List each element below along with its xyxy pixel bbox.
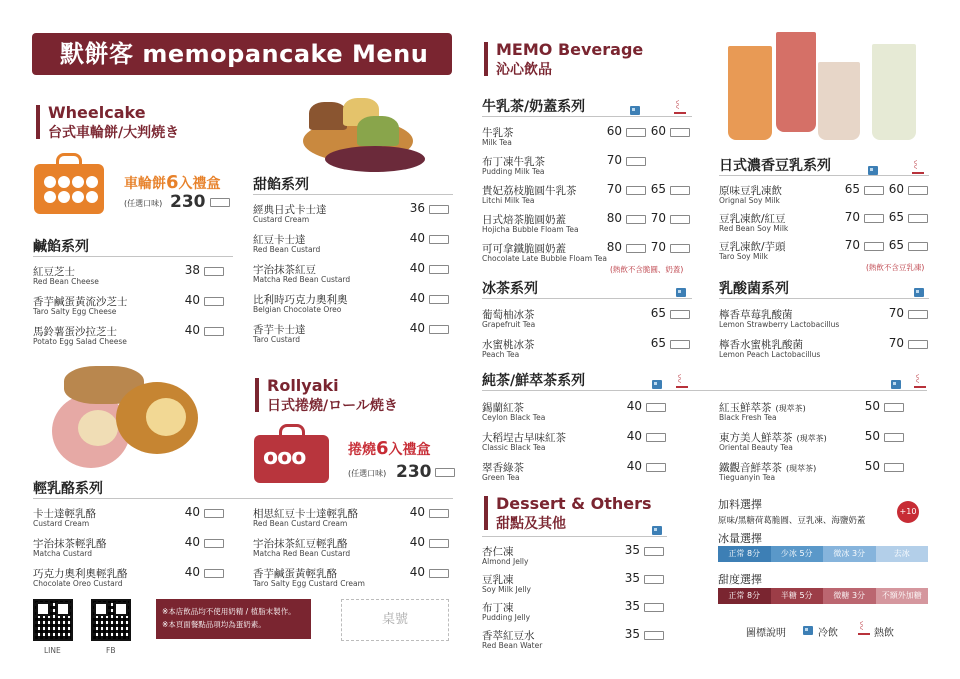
menu-item-name-en: Peach Tea: [482, 350, 520, 359]
line-qr-label: LINE: [44, 646, 61, 655]
wheelcake-gift-price: 230: [170, 192, 206, 212]
menu-item-name: 翠香綠茶: [482, 462, 524, 474]
menu-item-name: 錫蘭紅茶: [482, 402, 524, 414]
pure-tea-series-title: 純茶/鮮萃茶系列: [482, 373, 586, 389]
order-box[interactable]: [429, 295, 449, 304]
menu-item-name-en: Taro Custard: [253, 335, 300, 344]
order-box[interactable]: [908, 310, 928, 319]
dessert-title-en: Dessert & Others: [496, 494, 652, 513]
menu-item-name-en: Chocolate Oreo Custard: [33, 579, 123, 588]
menu-item-name: 豆乳凍飲/紅豆: [719, 213, 786, 225]
order-box[interactable]: [670, 128, 690, 137]
menu-item-price: 40: [409, 565, 425, 579]
soy-note: (熱飲不含豆乳凍): [866, 263, 925, 272]
menu-item-price: 40: [409, 505, 425, 519]
menu-item-name: 紅豆卡士達: [253, 234, 306, 246]
menu-item-price: 40: [409, 231, 425, 245]
menu-item-name-en: Matcha Custard: [33, 549, 93, 558]
menu-item-name: 相思紅豆卡士達輕乳酪: [253, 508, 358, 520]
menu-item-price: 65: [650, 182, 666, 196]
menu-item-name: 香芋鹹蛋黃流沙芝士: [33, 296, 128, 308]
menu-item: [253, 506, 493, 532]
menu-item-name-en: Red Bean Water: [482, 641, 543, 650]
light-cheese-series-title: 輕乳酪系列: [33, 481, 103, 497]
sweet-option[interactable]: 正常 8分: [718, 588, 771, 604]
order-box[interactable]: [204, 539, 224, 548]
menu-item-name: 日式焙茶脆圓奶蓋: [482, 214, 566, 226]
menu-item-name-en: Taro Salty Egg Custard Cream: [253, 579, 365, 588]
menu-item: [719, 430, 959, 456]
menu-item: [482, 460, 722, 486]
menu-item: [719, 460, 959, 486]
menu-item-price: 60: [606, 124, 622, 138]
menu-item-name: 比利時巧克力奧利奧: [253, 294, 348, 306]
order-box[interactable]: [644, 603, 664, 612]
rollyaki-gift-title: 捲燒6入禮盒: [348, 438, 431, 459]
order-box[interactable]: [626, 128, 646, 137]
menu-item-name-en: Grapefruit Tea: [482, 320, 536, 329]
order-box[interactable]: [429, 569, 449, 578]
rollyaki-photo: [50, 362, 210, 472]
menu-item-price: 35: [624, 543, 640, 557]
ice-option[interactable]: 去冰: [876, 546, 929, 562]
menu-item-price: 70: [606, 182, 622, 196]
menu-item-price: 50: [864, 399, 880, 413]
table-number-field[interactable]: 桌號: [341, 599, 449, 641]
menu-item-name-en: Matcha Red Bean Custard: [253, 275, 351, 284]
cold-drink-icon: [868, 166, 878, 175]
order-box[interactable]: [884, 463, 904, 472]
hot-drink-icon: [914, 378, 926, 388]
menu-item-name: 香芋卡士達: [253, 324, 306, 336]
menu-item-name-en: Oriental Beauty Tea: [719, 443, 793, 452]
order-box[interactable]: [210, 198, 230, 207]
order-box[interactable]: [670, 340, 690, 349]
cold-drink-icon: [652, 526, 662, 535]
cold-drink-icon: [630, 106, 640, 115]
menu-item-price: 65: [888, 210, 904, 224]
menu-item-price: 35: [624, 599, 640, 613]
menu-item-price: 70: [650, 211, 666, 225]
addon-price-badge: +10: [897, 501, 919, 523]
menu-item-name-en: Hojicha Bubble Floam Tea: [482, 225, 579, 234]
order-box[interactable]: [670, 186, 690, 195]
page-title: 默餅客 memopancake Menu: [32, 33, 452, 75]
menu-item-name-en: Soy Milk Jelly: [482, 585, 531, 594]
menu-item-name-en: Tieguanyin Tea: [719, 473, 776, 482]
menu-item: [482, 430, 722, 456]
sweet-option[interactable]: 微糖 3分: [823, 588, 876, 604]
ice-level-label: 冰量選擇: [718, 532, 762, 545]
beverage-title-zh: 沁心飲品: [496, 62, 552, 78]
menu-item: [482, 600, 722, 626]
menu-item-name-en: Black Fresh Tea: [719, 413, 777, 422]
order-box[interactable]: [646, 403, 666, 412]
cold-drink-icon: [676, 288, 686, 297]
order-box[interactable]: [670, 215, 690, 224]
notice-line: ※本店飲品均不使用奶精 / 植脂末製作。: [162, 607, 296, 616]
menu-item-name: 水蜜桃冰茶: [482, 339, 535, 351]
menu-item-price: 40: [184, 293, 200, 307]
menu-item-price: 35: [624, 571, 640, 585]
menu-item-name: 宇治抹茶紅豆: [253, 264, 316, 276]
menu-item-name: 東方美人鮮萃茶 (現萃茶): [719, 432, 827, 444]
fb-qr-code: [91, 599, 131, 641]
menu-item-price: 70: [606, 153, 622, 167]
addon-description: 原味/黑糖荷葛脆圓、豆乳凍、海鹽奶蓋: [718, 516, 866, 526]
menu-item-name: 貴妃荔枝脆圓牛乳茶: [482, 185, 577, 197]
menu-item-price: 70: [844, 238, 860, 252]
menu-item: [482, 400, 722, 426]
menu-item-name: 布丁凍: [482, 602, 514, 614]
menu-item-name-en: Pudding Milk Tea: [482, 167, 545, 176]
menu-item-name: 宇治抹茶紅豆輕乳酪: [253, 538, 348, 550]
cold-drink-icon: [652, 380, 662, 389]
drinks-photo: [724, 28, 936, 146]
menu-item-name: 經典日式卡士達: [253, 204, 327, 216]
order-box[interactable]: [884, 403, 904, 412]
menu-item-price: 65: [888, 238, 904, 252]
menu-item: [33, 536, 273, 562]
menu-item-name: 原味豆乳凍飲: [719, 185, 782, 197]
menu-item-name-en: Belgian Chocolate Oreo: [253, 305, 342, 314]
order-box[interactable]: [644, 631, 664, 640]
menu-item-name: 豆乳凍飲/芋頭: [719, 241, 786, 253]
menu-item-name-en: Red Bean Custard: [253, 245, 321, 254]
menu-item-price: 40: [184, 535, 200, 549]
sweet-option[interactable]: 不額外加糖: [876, 588, 929, 604]
menu-item-name: 鐵觀音鮮萃茶 (現萃茶): [719, 462, 817, 474]
order-box[interactable]: [204, 297, 224, 306]
order-box[interactable]: [864, 214, 884, 223]
menu-item-price: 60: [888, 182, 904, 196]
menu-item-price: 40: [184, 323, 200, 337]
menu-item-name-en: Classic Black Tea: [482, 443, 546, 452]
menu-item-name: 巧克力奧利奧輕乳酪: [33, 568, 128, 580]
dessert-title-zh: 甜點及其他: [496, 516, 566, 532]
order-box[interactable]: [908, 242, 928, 251]
menu-item-name: 檸香草莓乳酸菌: [719, 309, 793, 321]
ice-option[interactable]: 少冰 5分: [771, 546, 824, 562]
rollyaki-title-en: Rollyaki: [267, 376, 339, 395]
order-box[interactable]: [626, 244, 646, 253]
menu-item: [33, 566, 273, 592]
order-box[interactable]: [908, 214, 928, 223]
menu-item: [253, 536, 493, 562]
order-box[interactable]: [429, 205, 449, 214]
menu-item-price: 40: [626, 429, 642, 443]
sweetness-options[interactable]: [718, 588, 928, 604]
menu-item: [253, 566, 493, 592]
salty-series-title: 鹹餡系列: [33, 239, 89, 255]
sweet-option[interactable]: 半糖 5分: [771, 588, 824, 604]
ice-option[interactable]: 正常 8分: [718, 546, 771, 562]
hot-drink-icon: [674, 104, 686, 114]
gift-box-icon: ooo: [254, 435, 329, 483]
menu-item-name-en: Orignal Soy Milk: [719, 196, 780, 205]
order-box[interactable]: [644, 575, 664, 584]
menu-item: [253, 262, 493, 288]
menu-item-name-en: Green Tea: [482, 473, 520, 482]
menu-item-name: 牛乳茶: [482, 127, 514, 139]
hot-drink-icon: [858, 625, 870, 635]
order-box[interactable]: [204, 267, 224, 276]
menu-item: [253, 202, 493, 228]
menu-item-name-en: Matcha Red Bean Custard: [253, 549, 351, 558]
menu-item-price: 50: [864, 459, 880, 473]
menu-item-name: 宇治抹茶輕乳酪: [33, 538, 107, 550]
menu-item-price: 40: [184, 565, 200, 579]
menu-item-name: 布丁凍牛乳茶: [482, 156, 545, 168]
cold-drink-icon: [803, 626, 813, 635]
order-box[interactable]: [908, 186, 928, 195]
menu-item-price: 60: [650, 124, 666, 138]
menu-item-name-en: Potato Egg Salad Cheese: [33, 337, 127, 346]
menu-item-price: 70: [888, 336, 904, 350]
menu-item-price: 36: [409, 201, 425, 215]
menu-item-name-en: Taro Salty Egg Cheese: [33, 307, 117, 316]
wheelcake-gift-title: 車輪餅6入禮盒: [124, 172, 221, 193]
ice-level-options[interactable]: [718, 546, 928, 562]
cold-drink-icon: [914, 288, 924, 297]
menu-item-price: 65: [650, 306, 666, 320]
gift-box-icon: [34, 164, 104, 214]
order-box[interactable]: [644, 547, 664, 556]
menu-item-name: 檸香水蜜桃乳酸菌: [719, 339, 803, 351]
legend-label: 圖標說明: [746, 628, 786, 639]
menu-item-name-en: Ceylon Black Tea: [482, 413, 546, 422]
menu-item-name-en: Pudding Jelly: [482, 613, 531, 622]
milk-tea-note: (熱飲不含脆圓、奶蓋): [610, 265, 684, 274]
menu-item-name-en: Red Bean Custard Cream: [253, 519, 348, 528]
menu-item: [253, 232, 493, 258]
cold-drink-icon: [891, 380, 901, 389]
order-box[interactable]: [626, 186, 646, 195]
menu-item: [482, 572, 722, 598]
notice-line: ※本頁面餐點品項均為蛋奶素。: [162, 620, 266, 629]
order-box[interactable]: [204, 509, 224, 518]
notice-box: [156, 599, 311, 639]
ice-tea-series-title: 冰茶系列: [482, 281, 538, 297]
menu-item-name: 紅豆芝士: [33, 266, 75, 278]
menu-item-price: 65: [650, 336, 666, 350]
menu-item-tag: (現萃茶): [786, 464, 817, 473]
sweet-series-title: 甜餡系列: [253, 177, 309, 193]
menu-item-name: 大稻埕古早味紅茶: [482, 432, 566, 444]
menu-item-price: 38: [184, 263, 200, 277]
order-box[interactable]: [864, 242, 884, 251]
menu-item-price: 40: [409, 261, 425, 275]
menu-item-name: 可可拿鐵脆圓奶蓋: [482, 243, 566, 255]
menu-item: [253, 292, 493, 318]
lacto-series-title: 乳酸菌系列: [719, 281, 789, 297]
order-box[interactable]: [626, 215, 646, 224]
wheelcake-gift-sub: (任選口味): [124, 199, 163, 208]
menu-item-price: 70: [650, 240, 666, 254]
menu-item-name-en: Litchi Milk Tea: [482, 196, 535, 205]
menu-item-price: 80: [606, 240, 622, 254]
menu-item-price: 80: [606, 211, 622, 225]
order-box[interactable]: [864, 186, 884, 195]
menu-item-price: 40: [626, 399, 642, 413]
order-box[interactable]: [429, 325, 449, 334]
rollyaki-title-zh: 日式捲燒/ロール焼き: [267, 398, 398, 414]
menu-item: [253, 322, 493, 348]
wheelcake-title-en: Wheelcake: [48, 103, 146, 122]
wheelcake-photo: [295, 98, 425, 173]
rollyaki-gift-sub: (任選口味): [348, 469, 387, 478]
wheelcake-title-zh: 台式車輪餅/大判焼き: [48, 125, 180, 141]
sweetness-label: 甜度選擇: [718, 573, 762, 586]
order-box[interactable]: [884, 433, 904, 442]
ice-option[interactable]: 微冰 3分: [823, 546, 876, 562]
hot-drink-icon: [676, 378, 688, 388]
soy-series-title: 日式濃香豆乳系列: [719, 158, 831, 174]
menu-item-name: 卡士達輕乳酪: [33, 508, 96, 520]
legend-hot: 熱飲: [874, 628, 894, 639]
menu-item-tag: (現萃茶): [775, 404, 806, 413]
beverage-title-en: MEMO Beverage: [496, 40, 644, 59]
menu-item-name-en: Lemon Peach Lactobacillus: [719, 350, 821, 359]
order-box[interactable]: [204, 327, 224, 336]
milk-tea-series-title: 牛乳茶/奶蓋系列: [482, 99, 586, 115]
menu-item-name-en: Red Bean Soy Milk: [719, 224, 789, 233]
order-box[interactable]: [626, 157, 646, 166]
hot-drink-icon: [912, 164, 924, 174]
menu-item: [33, 506, 273, 532]
legend-cold: 冷飲: [818, 628, 838, 639]
menu-item: [719, 400, 959, 426]
order-box[interactable]: [646, 463, 666, 472]
order-box[interactable]: [435, 468, 455, 477]
menu-item-name: 葡萄柚冰茶: [482, 309, 535, 321]
order-box[interactable]: [670, 310, 690, 319]
menu-item-name-en: Almond Jelly: [482, 557, 529, 566]
rollyaki-gift-price: 230: [396, 462, 432, 482]
menu-item-name-en: Taro Soy Milk: [719, 252, 768, 261]
menu-item-price: 70: [888, 306, 904, 320]
order-box[interactable]: [670, 244, 690, 253]
menu-item-name: 杏仁凍: [482, 546, 514, 558]
addon-label: 加料選擇: [718, 498, 762, 511]
order-box[interactable]: [646, 433, 666, 442]
menu-item-price: 50: [864, 429, 880, 443]
menu-item-price: 65: [844, 182, 860, 196]
menu-item-name: 馬鈴薯蛋沙拉芝士: [33, 326, 117, 338]
menu-item-name: 香芋鹹蛋黃輕乳酪: [253, 568, 337, 580]
line-qr-code: [33, 599, 73, 641]
order-box[interactable]: [429, 539, 449, 548]
menu-item: [33, 324, 273, 350]
menu-item-name-en: Milk Tea: [482, 138, 512, 147]
order-box[interactable]: [429, 509, 449, 518]
menu-item-tag: (現萃茶): [796, 434, 827, 443]
menu-item-name-en: Custard Cream: [33, 519, 90, 528]
menu-item-price: 40: [409, 291, 425, 305]
menu-item-name: 紅玉鮮萃茶 (現萃茶): [719, 402, 806, 414]
menu-item: [482, 544, 722, 570]
menu-item: [33, 264, 273, 290]
menu-item-price: 70: [844, 210, 860, 224]
menu-item-price: 40: [409, 321, 425, 335]
menu-item-price: 40: [409, 535, 425, 549]
menu-item-name-en: Lemon Strawberry Lactobacillus: [719, 320, 840, 329]
fb-qr-label: FB: [106, 646, 116, 655]
menu-item-name-en: Red Bean Cheese: [33, 277, 99, 286]
order-box[interactable]: [429, 265, 449, 274]
menu-item-name: 豆乳凍: [482, 574, 514, 586]
order-box[interactable]: [429, 235, 449, 244]
menu-item-price: 35: [624, 627, 640, 641]
menu-item-name-en: Chocolate Late Bubble Floam Tea: [482, 254, 607, 263]
menu-item-name-en: Custard Cream: [253, 215, 310, 224]
menu-item-name: 香萃紅豆水: [482, 630, 535, 642]
menu-item: [33, 294, 273, 320]
menu-item-price: 40: [184, 505, 200, 519]
menu-item: [482, 628, 722, 654]
order-box[interactable]: [908, 340, 928, 349]
order-box[interactable]: [204, 569, 224, 578]
menu-item-price: 40: [626, 459, 642, 473]
